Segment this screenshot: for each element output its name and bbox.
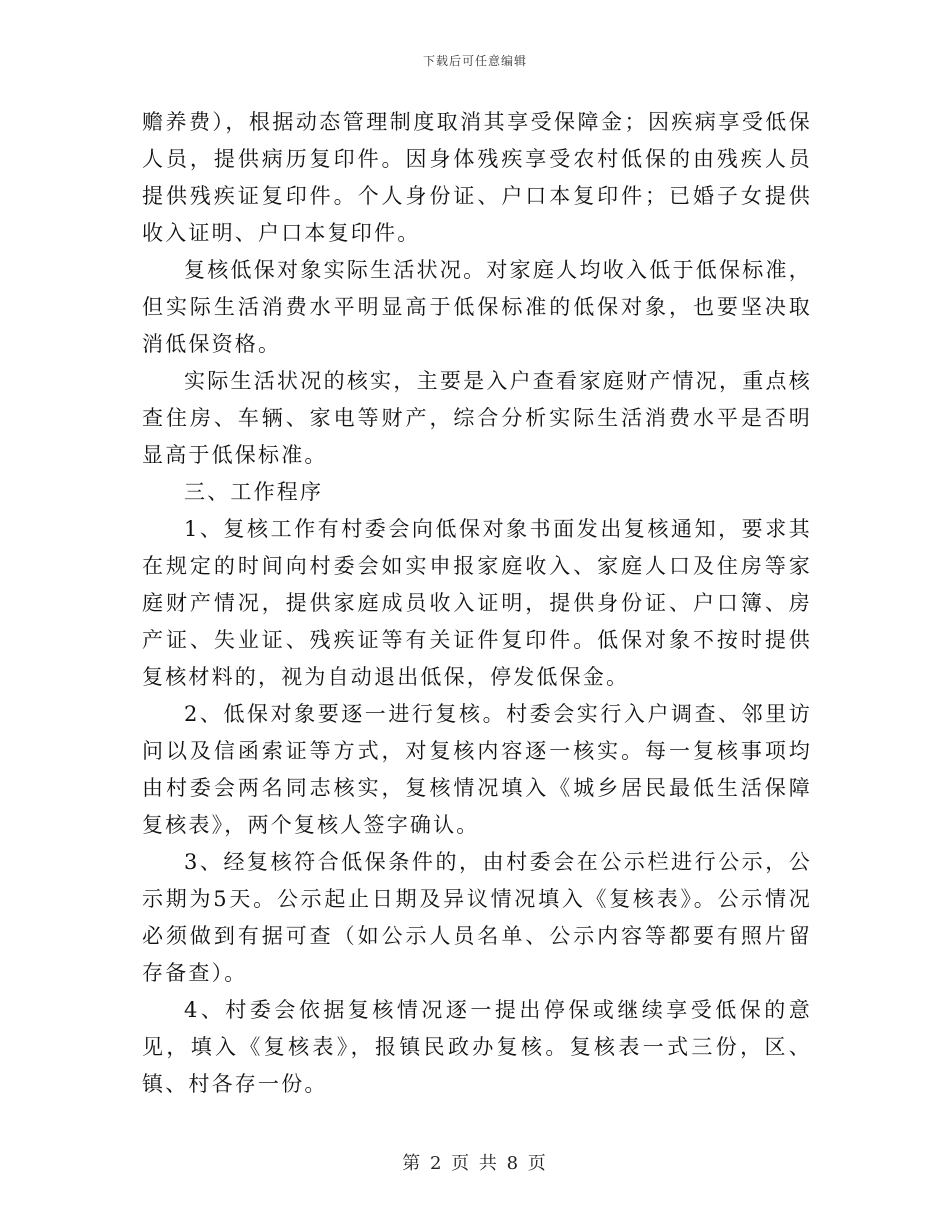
section-heading-work-procedure: 三、工作程序 bbox=[184, 480, 324, 504]
paragraph-2: 复核低保对象实际生活状况。对家庭人均收入低于低保标准，但实际生活消费水平明显高于低保标准的低保对象，也要坚决取消低保资格。 bbox=[142, 258, 812, 356]
paragraph-step-1: 1、复核工作有村委会向低保对象书面发出复核通知，要求其在规定的时间向村委会如实申报家庭收入、家庭人口及住房等家庭财产情况，提供家庭成员收入证明，提供身份证、户口簿、房产证、失业证、残疾证等有关证件复印件。低保对象不按时提供复核材料的，视为自动退出低保，停发低保金。 bbox=[142, 517, 812, 689]
page-footer: 第 2 页 共 8 页 bbox=[402, 1153, 548, 1174]
paragraph-step-3: 3、经复核符合低保条件的，由村委会在公示栏进行公示，公示期为5天。公示起止日期及异议情况填入《复核表》。公示情况必须做到有据可查（如公示人员名单、公示内容等都要有照片留存备查）。 bbox=[142, 850, 812, 985]
paragraph-3: 实际生活状况的核实，主要是入户查看家庭财产情况，重点核查住房、车辆、家电等财产，综合分析实际生活消费水平是否明显高于低保标准。 bbox=[142, 369, 812, 467]
paragraph-step-2: 2、低保对象要逐一进行复核。村委会实行入户调查、邻里访问以及信函索证等方式，对复核内容逐一核实。每一复核事项均由村委会两名同志核实，复核情况填入《城乡居民最低生活保障复核表》，两个复核人签字确认。 bbox=[142, 702, 812, 837]
document-body bbox=[142, 104, 812, 1103]
paragraph-1: 赡养费），根据动态管理制度取消其享受保障金；因疾病享受低保人员，提供病历复印件。因身体残疾享受农村低保的由残疾人员提供残疾证复印件。个人身份证、户口本复印件；已婚子女提供收入证明、户口本复印件。 bbox=[142, 110, 812, 245]
paragraph-step-4: 4、村委会依据复核情况逐一提出停保或继续享受低保的意见，填入《复核表》，报镇民政办复核。复核表一式三份，区、镇、村各存一份。 bbox=[142, 998, 812, 1096]
page-header: 下载后可任意编辑 bbox=[422, 54, 527, 68]
